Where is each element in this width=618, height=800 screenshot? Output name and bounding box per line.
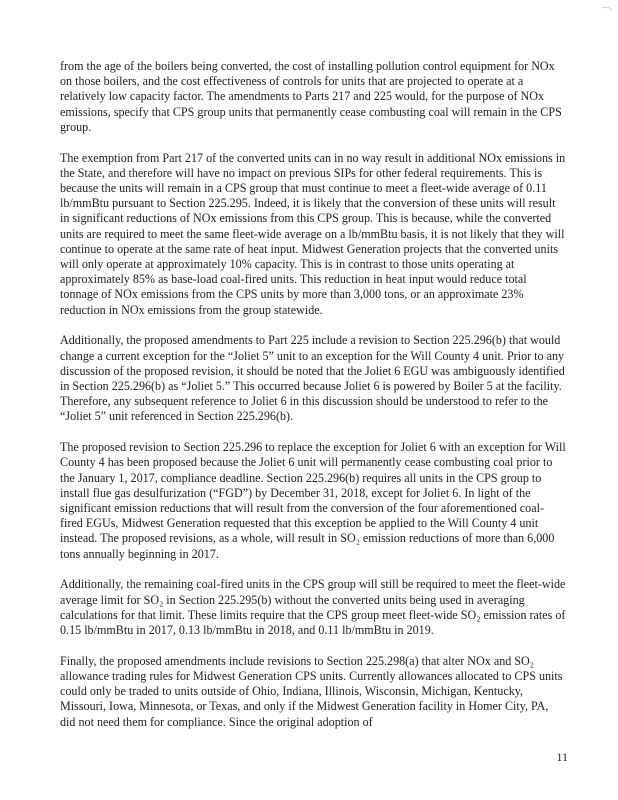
paragraph-3: Additionally, the proposed amendments to Part 225 include a revision to Section 225.296(b) that would change a current exception for the “Joliet 5” unit to an exception for the Will County 4 unit. Prior to any discussion of the proposed revision, it should be noted that the Joliet 6 EGU was ambiguously identified in Section 225.296(b) as “Joliet 5.” This occurred because Joliet 6 is powered by Boiler 5 at the facility. Therefore, any subsequent reference to Joliet 6 in this discussion should be understood to refer to the “Joliet 5” unit referenced in Section 225.296(b). (60, 333, 565, 424)
paragraph-1: from the age of the boilers being converted, the cost of installing pollution control equipment for NOx on those boilers, and the cost effectiveness of controls for units that are projected to operate at a relatively low capacity factor. The amendments to Parts 217 and 225 would, for the purpose of NOx emissions, specify that CPS group units that permanently cease combusting coal will remain in the CPS group. (60, 59, 562, 134)
paragraph-4: The proposed revision to Section 225.296 to replace the exception for Joliet 6 with an exception for Will County 4 has been proposed because the Joliet 6 unit will permanently cease combusting coal prior to the January 1, 2017, compliance deadline. Section 225.296(b) requires all units in the CPS group to install flue gas desulfurization (“FGD”) by December 31, 2018, except for Joliet 6. In light of the significant emission reductions that will result from the conversion of the four aforementioned coal-fired EGUs, Midwest Generation requested that this exception be applied to the Will County 4 unit instead. The proposed revisions, as a whole, will result in SO₂ emission reductions of more than 6,000 tons annually beginning in 2017. (60, 440, 566, 561)
paragraph-5: Additionally, the remaining coal-fired units in the CPS group will still be required to meet the fleet-wide average limit for SO₂ in Section 225.295(b) without the converted units being used in averaging calculations for that limit. These limits require that the CPS group meet fleet-wide SO₂ emission rates of 0.15 lb/mmBtu in 2017, 0.13 lb/mmBtu in 2018, and 0.11 lb/mmBtu in 2019. (60, 577, 566, 638)
paragraph-2: The exemption from Part 217 of the converted units can in no way result in additional NOx emissions in the State, and therefore will have no impact on previous SIPs for other federal requirements. This is because the units will remain in a CPS group that must continue to meet a fleet-wide average of 0.11 lb/mmBtu pursuant to Section 225.295. Indeed, it is likely that the conversion of these units will result in significant reductions of NOx emissions from this CPS group. This is because, while the converted units are required to meet the same fleet-wide average on a lb/mmBtu basis, it is not likely that they will continue to operate at the same rate of heat input. Midwest Generation projects that the converted units will only operate at approximately 10% capacity. This is in contrast to those units operating at approximately 85% as base-load coal-fired units. This reduction in heat input would reduce total tonnage of NOx emissions from the CPS units by more than 3,000 tons, or an approximate 23% reduction in NOx emissions from the group statewide. (60, 150, 566, 317)
body-text (60, 59, 566, 745)
paragraph-6: Finally, the proposed amendments include revisions to Section 225.298(a) that alter NOx and SO₂ allowance trading rules for Midwest Generation CPS units. Currently allowances allocated to CPS units could only be traded to units outside of Ohio, Indiana, Illinois, Wisconsin, Michigan, Kentucky, Missouri, Iowa, Minnesota, or Texas, and only if the Midwest Generation facility in Homer City, PA, did not need them for compliance. Since the original adoption of (60, 653, 563, 729)
page-number: 11 (556, 750, 568, 764)
scan-corner-mark (600, 6, 614, 16)
scan-artifact-icon (600, 6, 614, 16)
